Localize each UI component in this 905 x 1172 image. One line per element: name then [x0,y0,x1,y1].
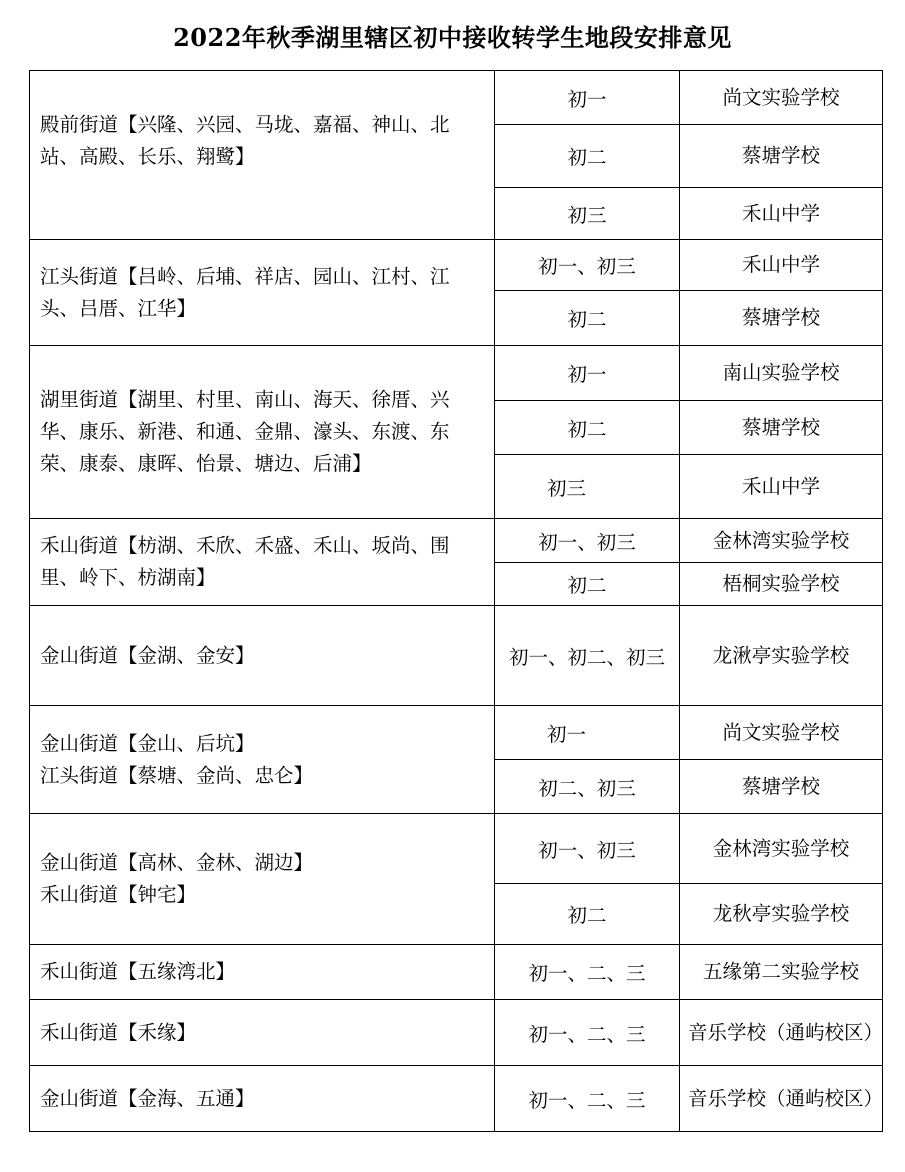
page-title: 2022年秋季湖里辖区初中接收转学生地段安排意见 [173,23,732,52]
school-cell: 金林湾实验学校 [680,814,883,884]
area-text: 江头街道【吕岭、后埔、祥店、园山、江村、江头、吕厝、江华】 [40,264,450,320]
grade-cell: 初二 [495,563,680,606]
area-cell [30,1000,495,1066]
table-row [30,240,883,291]
grade-cell: 初一、初三 [495,814,680,884]
school-cell: 蔡塘学校 [680,760,883,814]
school-cell: 禾山中学 [680,455,883,519]
school-cell: 蔡塘学校 [680,401,883,455]
grade-cell: 初二 [495,125,680,188]
area-cell [30,346,495,519]
grade-cell: 初三 [495,455,680,519]
area-cell [30,519,495,606]
table-row [30,1066,883,1132]
table-row [30,519,883,563]
grade-cell: 初一、初三 [495,519,680,563]
area-text: 禾山街道【钟宅】 [40,883,197,906]
school-cell: 龙秋亭实验学校 [680,884,883,945]
school-cell: 龙湫亭实验学校 [680,606,883,706]
area-cell [30,706,495,814]
area-text: 禾山街道【枋湖、禾欣、禾盛、禾山、坂尚、围里、岭下、枋湖南】 [40,534,450,589]
school-cell: 金林湾实验学校 [680,519,883,563]
area-text: 禾山街道【五缘湾北】 [40,960,236,983]
table-row [30,814,883,884]
area-cell [30,1066,495,1132]
grade-cell: 初一、初二、初三 [495,606,680,706]
area-cell [30,945,495,1000]
school-cell: 梧桐实验学校 [680,563,883,606]
grade-cell: 初一、二、三 [495,1066,680,1132]
table-row [30,71,883,125]
table-row [30,1000,883,1066]
grade-cell: 初二、初三 [495,760,680,814]
area-text: 禾山街道【禾缘】 [40,1020,197,1044]
table-row [30,346,883,401]
area-text: 湖里街道【湖里、村里、南山、海天、徐厝、兴华、康乐、新港、和通、金鼎、濠头、东渡、东荣、康泰、康晖、怡景、塘边、后浦】 [40,388,450,475]
area-text: 江头街道【蔡塘、金尚、忠仑】 [40,763,314,787]
grade-cell: 初一 [495,346,680,401]
school-cell: 蔡塘学校 [680,291,883,346]
grade-cell: 初三 [495,188,680,240]
school-cell: 禾山中学 [680,240,883,291]
area-cell [30,240,495,346]
school-cell: 南山实验学校 [680,346,883,401]
area-text: 金山街道【金山、后坑】 [40,731,255,755]
grade-cell: 初一、二、三 [495,945,680,1000]
area-text: 金山街道【金海、五通】 [40,1086,255,1110]
area-cell [30,606,495,706]
area-cell [30,814,495,945]
arrangement-table [29,70,883,1132]
grade-cell: 初一、二、三 [495,1000,680,1066]
area-text: 金山街道【金湖、金安】 [40,643,255,667]
school-cell: 音乐学校（通屿校区） [680,1066,883,1132]
school-cell: 尚文实验学校 [680,71,883,125]
table-row [30,606,883,706]
grade-cell: 初一 [495,706,680,760]
grade-cell: 初二 [495,401,680,455]
school-cell: 蔡塘学校 [680,125,883,188]
grade-cell: 初一 [495,71,680,125]
area-text: 殿前街道【兴隆、兴园、马垅、嘉福、神山、北站、高殿、长乐、翔鹭】 [40,113,450,168]
grade-cell: 初二 [495,884,680,945]
grade-cell: 初二 [495,291,680,346]
table-row [30,706,883,760]
area-text: 金山街道【高林、金林、湖边】 [40,851,314,874]
school-cell: 尚文实验学校 [680,706,883,760]
school-cell: 禾山中学 [680,188,883,240]
school-cell: 五缘第二实验学校 [680,945,883,1000]
area-cell [30,71,495,240]
grade-cell: 初一、初三 [495,240,680,291]
table-row [30,945,883,1000]
school-cell: 音乐学校（通屿校区） [680,1000,883,1066]
